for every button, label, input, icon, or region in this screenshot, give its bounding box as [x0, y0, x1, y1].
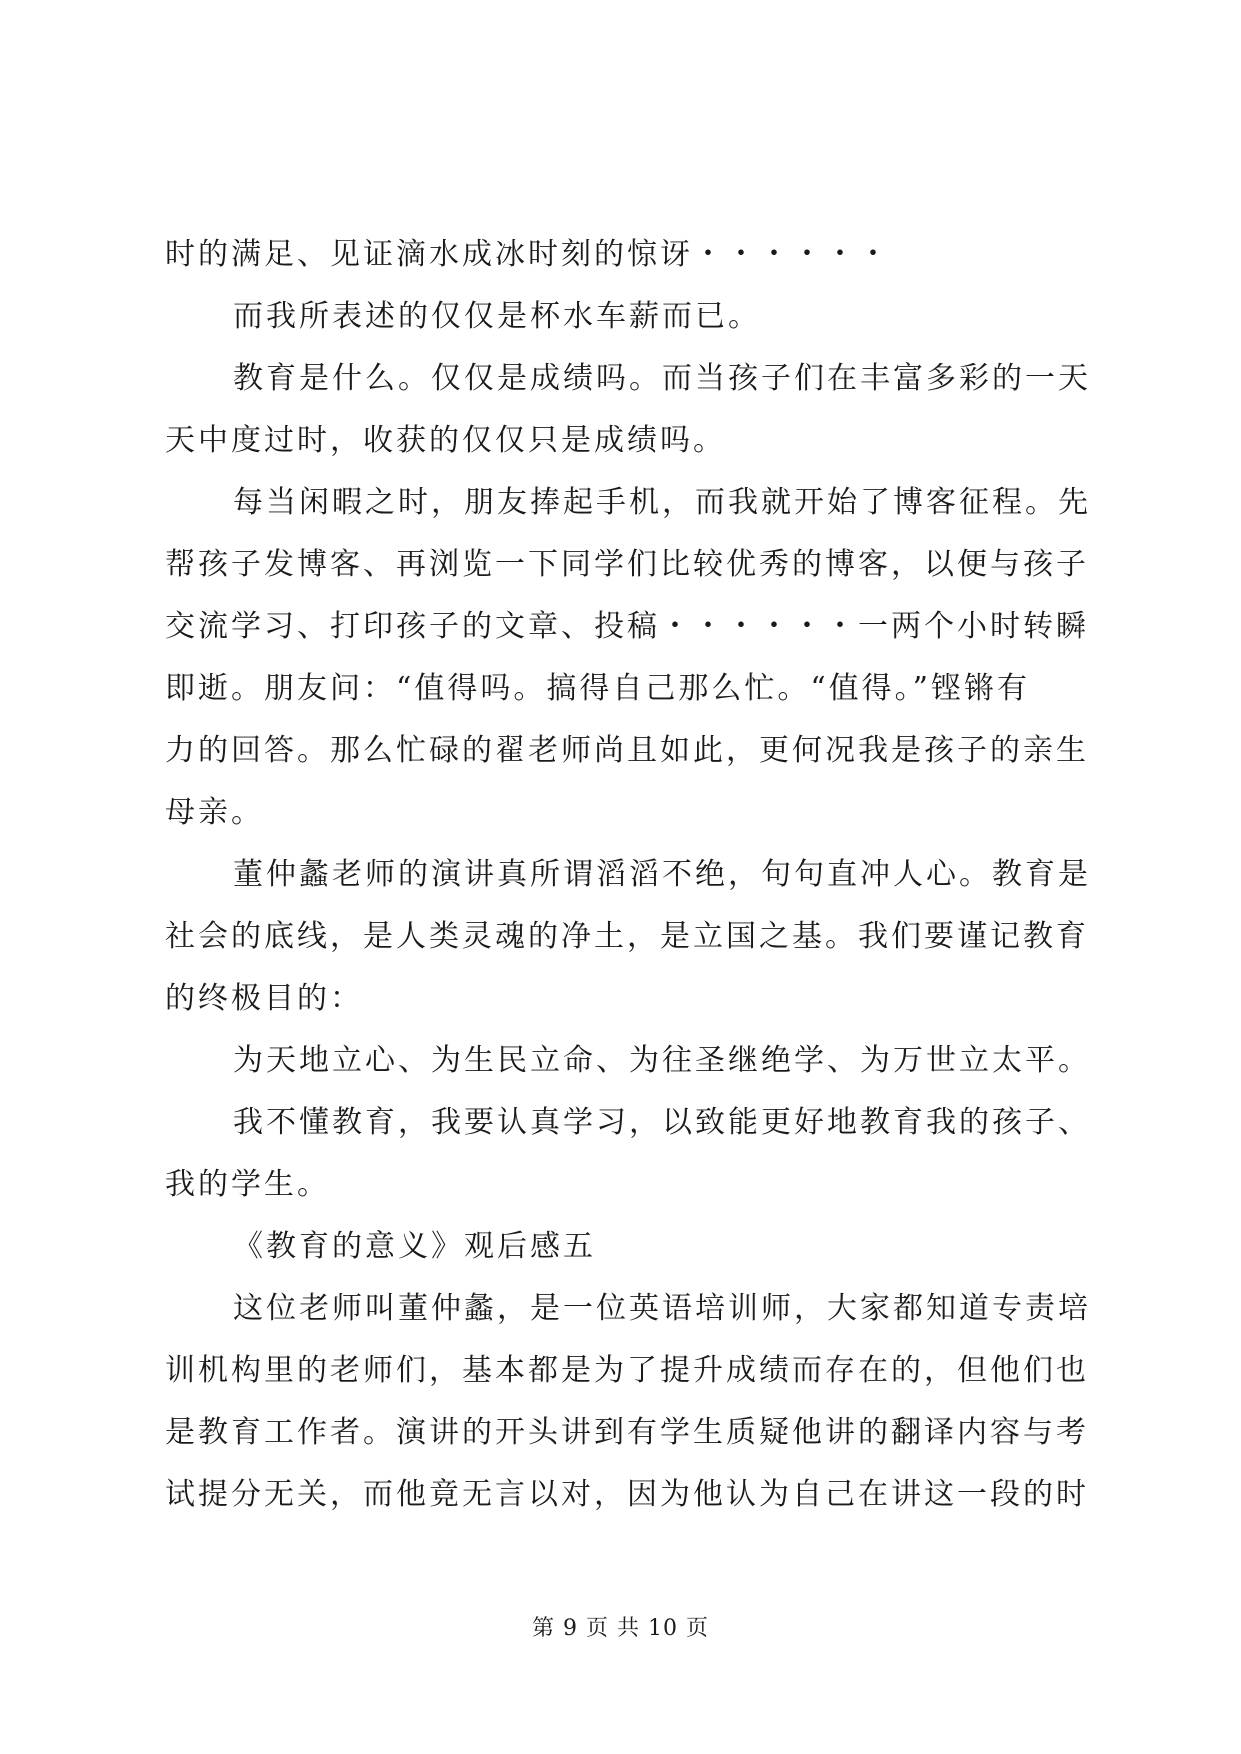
text-line: 而我所表述的仅仅是杯水车薪而已。 — [233, 299, 761, 334]
text-line: 试提分无关，而他竟无言以对，因为他认为自己在讲这一段的时 — [165, 1477, 1089, 1512]
text-line: 我的学生。 — [165, 1167, 330, 1202]
text-line: 的终极目的： — [165, 981, 363, 1016]
section-heading: 《教育的意义》观后感五 — [233, 1229, 596, 1264]
text-line: 即逝。朋友问：“值得吗。搞得自己那么忙。“值得。”铿锵有 — [165, 671, 1031, 706]
text-line: 教育是什么。仅仅是成绩吗。而当孩子们在丰富多彩的一天 — [233, 361, 1091, 396]
text-line: 天中度过时，收获的仅仅只是成绩吗。 — [165, 423, 726, 458]
text-line: 力的回答。那么忙碌的翟老师尚且如此，更何况我是孩子的亲生 — [165, 733, 1089, 768]
text-line: 是教育工作者。演讲的开头讲到有学生质疑他讲的翻译内容与考 — [165, 1415, 1089, 1450]
text-line: 时的满足、见证滴水成冰时刻的惊讶・・・・・・ — [165, 237, 891, 272]
page-number-footer: 第 9 页 共 10 页 — [532, 1616, 709, 1641]
text-line: 帮孩子发博客、再浏览一下同学们比较优秀的博客，以便与孩子 — [165, 547, 1089, 582]
text-line: 社会的底线，是人类灵魂的净土，是立国之基。我们要谨记教育 — [165, 919, 1089, 954]
text-line: 董仲蠡老师的演讲真所谓滔滔不绝，句句直冲人心。教育是 — [233, 857, 1091, 892]
body-text — [165, 224, 1091, 1526]
text-line: 这位老师叫董仲蠡，是一位英语培训师，大家都知道专责培 — [233, 1291, 1091, 1326]
text-line: 我不懂教育，我要认真学习，以致能更好地教育我的孩子、 — [233, 1105, 1091, 1140]
text-line: 训机构里的老师们，基本都是为了提升成绩而存在的，但他们也 — [165, 1353, 1089, 1388]
text-line: 交流学习、打印孩子的文章、投稿・・・・・・一两个小时转瞬 — [165, 609, 1089, 644]
text-line: 母亲。 — [165, 795, 264, 830]
text-line: 每当闲暇之时，朋友捧起手机，而我就开始了博客征程。先 — [233, 485, 1091, 520]
text-line: 为天地立心、为生民立命、为往圣继绝学、为万世立太平。 — [233, 1043, 1091, 1078]
